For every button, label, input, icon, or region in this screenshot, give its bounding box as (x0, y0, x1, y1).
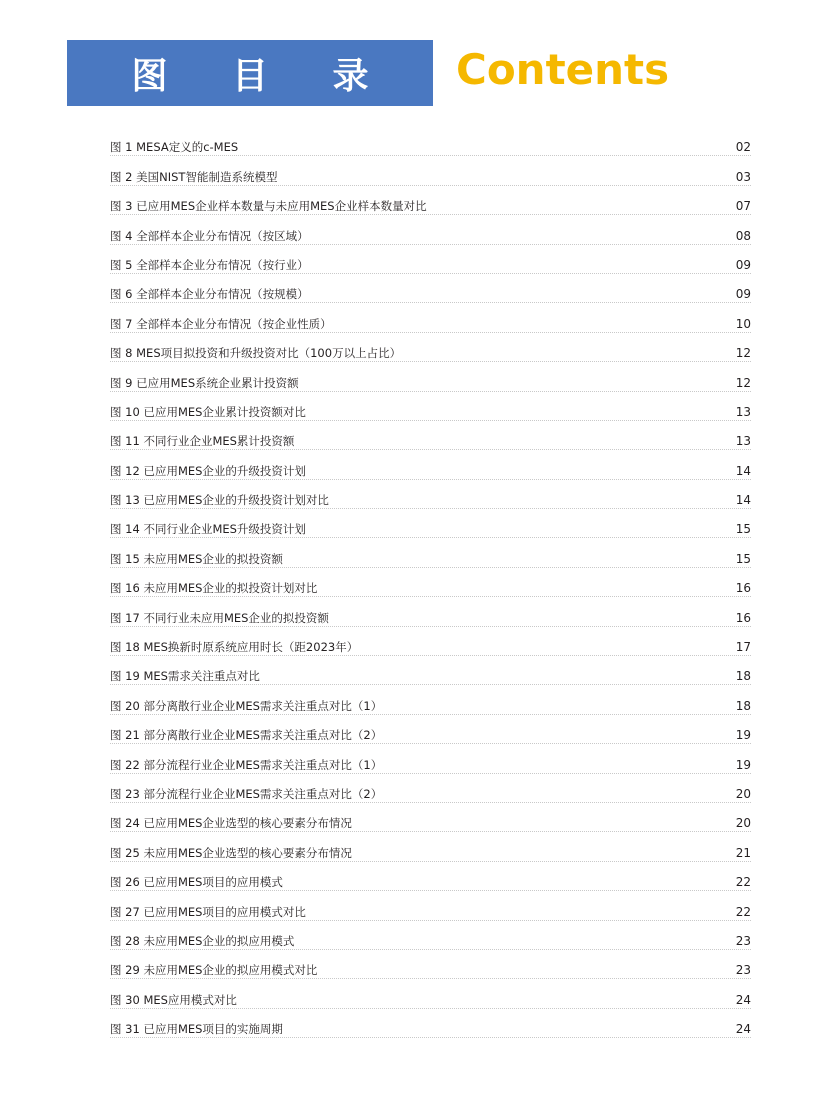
toc-entry-page-number: 08 (735, 228, 751, 243)
toc-entry[interactable] (110, 450, 751, 479)
title-banner (67, 40, 433, 106)
toc-entry-label: 图 12 已应用MES企业的升级投资计划 (110, 463, 306, 478)
toc-entry-label: 图 11 不同行业企业MES累计投资额 (110, 434, 295, 449)
page-title: 图 目 录 (131, 55, 395, 97)
toc-entry[interactable] (110, 333, 751, 362)
toc-entry-label: 图 4 全部样本企业分布情况（按区域） (110, 228, 309, 243)
toc-entry-label: 图 21 部分离散行业企业MES需求关注重点对比（2） (110, 728, 383, 743)
toc-entry-label: 图 20 部分离散行业企业MES需求关注重点对比（1） (110, 698, 383, 713)
toc-entry-page-number: 12 (735, 375, 751, 390)
toc-entry[interactable] (110, 597, 751, 626)
toc-entry-page-number: 23 (735, 963, 751, 978)
toc-entry[interactable] (110, 392, 751, 421)
toc-entry-page-number: 24 (735, 992, 751, 1007)
toc-entry-label: 图 24 已应用MES企业选型的核心要素分布情况 (110, 816, 352, 831)
toc-entry[interactable] (110, 862, 751, 891)
toc-entry[interactable] (110, 186, 751, 215)
toc-entry-page-number: 09 (735, 257, 751, 272)
toc-entry-label: 图 22 部分流程行业企业MES需求关注重点对比（1） (110, 757, 383, 772)
toc-entry-page-number: 19 (735, 728, 751, 743)
toc-entry[interactable] (110, 950, 751, 979)
toc-entry-page-number: 13 (735, 404, 751, 419)
toc-entry-page-number: 22 (735, 875, 751, 890)
toc-entry-label: 图 2 美国NIST智能制造系统模型 (110, 169, 278, 184)
toc-entry-label: 图 26 已应用MES项目的应用模式 (110, 875, 283, 890)
toc-entry-page-number: 23 (735, 933, 751, 948)
toc-entry-label: 图 29 未应用MES企业的拟应用模式对比 (110, 963, 318, 978)
toc-entry[interactable] (110, 1009, 751, 1038)
toc-entry-label: 图 13 已应用MES企业的升级投资计划对比 (110, 493, 329, 508)
toc-entry[interactable] (110, 715, 751, 744)
toc-entry-page-number: 02 (735, 140, 751, 155)
toc-entry[interactable] (110, 127, 751, 156)
toc-entry-page-number: 03 (735, 169, 751, 184)
toc-entry-label: 图 6 全部样本企业分布情况（按规模） (110, 287, 309, 302)
toc-entry-label: 图 14 不同行业企业MES升级投资计划 (110, 522, 306, 537)
toc-entry-label: 图 16 未应用MES企业的拟投资计划对比 (110, 581, 318, 596)
toc-entry-page-number: 16 (735, 610, 751, 625)
toc-entry[interactable] (110, 480, 751, 509)
toc-entry-page-number: 18 (735, 669, 751, 684)
toc-entry[interactable] (110, 538, 751, 567)
toc-entry[interactable] (110, 832, 751, 861)
toc-entry[interactable] (110, 421, 751, 450)
toc-entry-page-number: 13 (735, 434, 751, 449)
toc-entry-label: 图 1 MESA定义的c-MES (110, 140, 239, 155)
toc-entry[interactable] (110, 685, 751, 714)
toc-entry-page-number: 20 (735, 786, 751, 801)
toc-entry[interactable] (110, 156, 751, 185)
toc-entry-label: 图 25 未应用MES企业选型的核心要素分布情况 (110, 845, 352, 860)
toc-entry-page-number: 17 (735, 640, 751, 655)
toc-entry-page-number: 16 (735, 581, 751, 596)
toc-entry[interactable] (110, 627, 751, 656)
toc-entry-page-number: 10 (735, 316, 751, 331)
toc-entry-label: 图 23 部分流程行业企业MES需求关注重点对比（2） (110, 786, 383, 801)
toc-entry-label: 图 17 不同行业未应用MES企业的拟投资额 (110, 610, 329, 625)
toc-entry[interactable] (110, 744, 751, 773)
toc-entry[interactable] (110, 303, 751, 332)
toc-entry-page-number: 15 (735, 522, 751, 537)
toc-entry-label: 图 9 已应用MES系统企业累计投资额 (110, 375, 299, 390)
toc-entry-label: 图 30 MES应用模式对比 (110, 992, 237, 1007)
toc-entry-page-number: 12 (735, 346, 751, 361)
toc-entry-page-number: 14 (735, 493, 751, 508)
toc-entry-label: 图 7 全部样本企业分布情况（按企业性质） (110, 316, 332, 331)
figure-contents-list (110, 127, 751, 1038)
toc-entry-page-number: 09 (735, 287, 751, 302)
toc-entry-label: 图 3 已应用MES企业样本数量与未应用MES企业样本数量对比 (110, 199, 427, 214)
toc-entry-label: 图 27 已应用MES项目的应用模式对比 (110, 904, 306, 919)
toc-entry[interactable] (110, 245, 751, 274)
toc-entry[interactable] (110, 979, 751, 1008)
toc-entry-label: 图 10 已应用MES企业累计投资额对比 (110, 404, 306, 419)
page-subtitle: Contents (456, 45, 670, 94)
toc-entry[interactable] (110, 774, 751, 803)
toc-entry-label: 图 19 MES需求关注重点对比 (110, 669, 260, 684)
toc-entry[interactable] (110, 803, 751, 832)
toc-entry[interactable] (110, 656, 751, 685)
toc-entry-page-number: 15 (735, 551, 751, 566)
toc-entry-page-number: 24 (735, 1022, 751, 1037)
toc-entry-label: 图 15 未应用MES企业的拟投资额 (110, 551, 283, 566)
toc-entry[interactable] (110, 921, 751, 950)
toc-entry-label: 图 8 MES项目拟投资和升级投资对比（100万以上占比） (110, 346, 402, 361)
toc-entry-label: 图 18 MES换新时原系统应用时长（距2023年） (110, 640, 359, 655)
toc-entry-page-number: 07 (735, 199, 751, 214)
toc-entry-label: 图 31 已应用MES项目的实施周期 (110, 1022, 283, 1037)
toc-entry-label: 图 5 全部样本企业分布情况（按行业） (110, 257, 309, 272)
toc-entry-page-number: 14 (735, 463, 751, 478)
toc-entry[interactable] (110, 362, 751, 391)
toc-entry[interactable] (110, 568, 751, 597)
toc-entry-page-number: 22 (735, 904, 751, 919)
toc-entry[interactable] (110, 891, 751, 920)
toc-entry-label: 图 28 未应用MES企业的拟应用模式 (110, 933, 295, 948)
toc-entry[interactable] (110, 215, 751, 244)
toc-entry-page-number: 18 (735, 698, 751, 713)
toc-entry[interactable] (110, 509, 751, 538)
toc-entry-page-number: 20 (735, 816, 751, 831)
toc-entry-page-number: 19 (735, 757, 751, 772)
toc-entry[interactable] (110, 274, 751, 303)
toc-entry-page-number: 21 (735, 845, 751, 860)
